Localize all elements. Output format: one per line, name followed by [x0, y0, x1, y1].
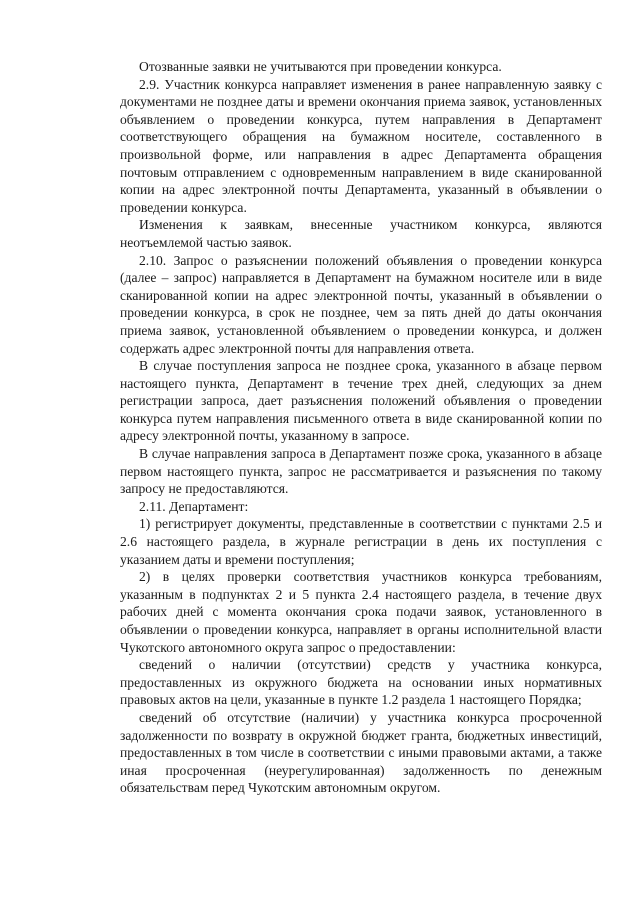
paragraph-late-request: В случае направления запроса в Департамент позже срока, указанного в абзаце первом настоящего пункта, запрос не рассматривается и разъяснения по такому запросу не предоставляются.: [120, 446, 602, 497]
paragraph-2-10: 2.10. Запрос о разъяснении положений объявления о проведении конкурса (далее – запрос) направляется в Департамент на бумажном носителе или в виде сканированной копии на адрес электронной почты, указанный в объявлении о проведении конкурса, в срок не позднее, чем за пять дней до даты окончания приема заявок, установленной объявлением о проведении конкурса, и должен содержать адрес электронной почты для направления ответа.: [120, 252, 602, 356]
paragraph-2-9: 2.9. Участник конкурса направляет изменения в ранее направленную заявку с документами не позднее даты и времени окончания приема заявок, установленных объявлением о проведении конкурса, путем направления в Департамент соответствующего обращения на бумажном носителе, составленного в произвольной форме, или направления в адрес Департамента обращения почтовым отправлением с одновременным направлением в виде сканированной копии на адрес электронной почты Департамента, указанный в объявлении о проведении конкурса.: [120, 76, 602, 215]
paragraph-2-11-item-2: 2) в целях проверки соответствия участников конкурса требованиям, указанным в подпунктах 2 и 5 пункта 2.4 настоящего раздела, в течение двух рабочих дней с момента окончания срока подачи заявок, установленного в объявлении о проведении конкурса, направляет в органы исполнительной власти Чукотского автономного округа запрос о предоставлении:: [120, 569, 602, 655]
paragraph-withdrawn-applications: Отозванные заявки не учитываются при проведении конкурса.: [139, 59, 502, 74]
paragraph-changes-part-of-applications: Изменения к заявкам, внесенные участником конкурса, являются неотъемлемой частью заявок.: [120, 217, 602, 250]
document-body: [120, 58, 602, 797]
paragraph-info-funds: сведений о наличии (отсутствии) средств у участника конкурса, предоставленных из окружного бюджета на основании иных нормативных правовых актов на цели, указанные в пункте 1.2 раздела 1 настоящего Порядка;: [120, 657, 602, 708]
paragraph-2-11-item-1: 1) регистрирует документы, представленные в соответствии с пунктами 2.5 и 2.6 настоящего раздела, в журнале регистрации в день их поступления с указанием даты и времени поступления;: [120, 516, 602, 567]
paragraph-2-11: 2.11. Департамент:: [139, 498, 249, 514]
paragraph-timely-request: В случае поступления запроса не позднее срока, указанного в абзаце первом настоящего пункта, Департамент в течение трех дней, следующих за днем регистрации запроса, дает разъяснения положений объявления о проведении конкурса путем направления письменного ответа в виде сканированной копии по адресу электронной почты, указанному в запросе.: [120, 358, 602, 444]
paragraph-info-debt: сведений об отсутствие (наличии) у участника конкурса просроченной задолженности по возврату в окружной бюджет гранта, бюджетных инвестиций, предоставленных в том числе в соответствии с иными правовыми актами, а также иная просроченная (неурегулированная) задолженность по денежным обязательствам перед Чукотским автономным округом.: [120, 709, 602, 796]
